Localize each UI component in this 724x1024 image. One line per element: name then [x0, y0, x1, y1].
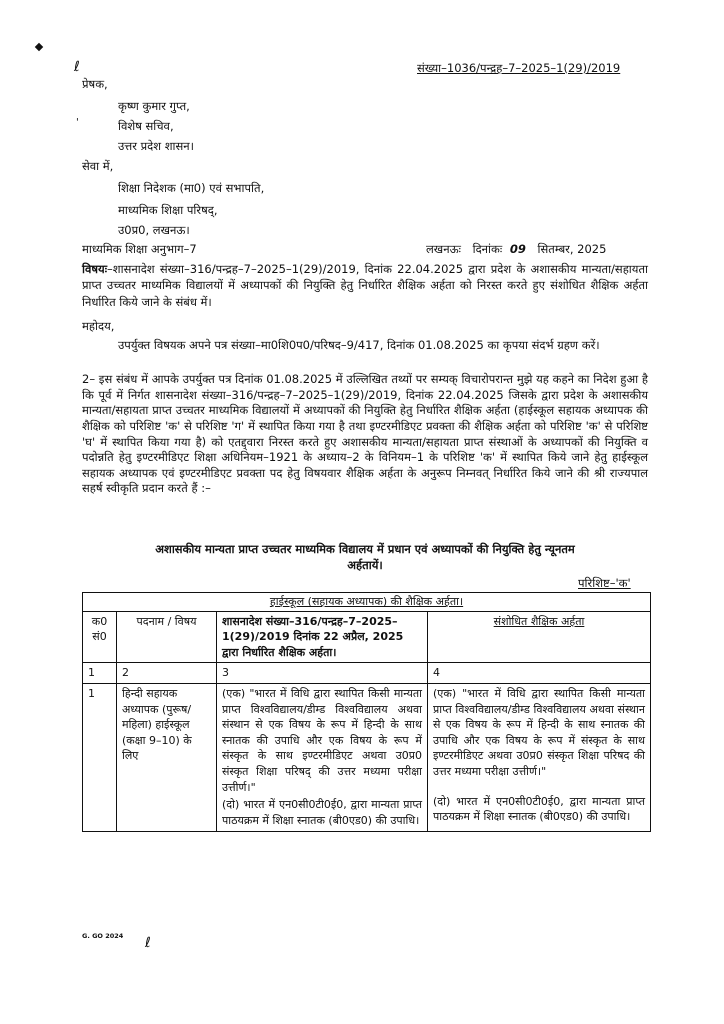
date-line — [426, 241, 606, 257]
date-month-year: सितम्बर, 2025 — [537, 242, 607, 256]
table-number-row — [83, 663, 651, 684]
date-label: दिनांकः — [472, 242, 503, 256]
row-old-qualification — [217, 684, 428, 831]
section-name: माध्यमिक शिक्षा अनुभाग–7 — [82, 242, 197, 256]
row-new-qualification — [428, 684, 651, 831]
header-new-qualification-text: संशोधित शैक्षिक अर्हता — [493, 614, 585, 628]
header-sno: क0 सं0 — [83, 611, 117, 663]
new-qualification-2: (दो) भारत में एन0सी0टी0ई0, द्वारा मान्यता प्राप्त पाठयक्रम में शिक्षा स्नातक (बी0एड0) की उपाधि। — [433, 794, 646, 824]
header-old-qualification: शासनादेश संख्या–316/पन्द्रह–7–2025–1(29)/2019 दिनांक 22 अप्रैल, 2025 द्वारा निर्धारित शैक्षिक अर्हता। — [217, 611, 428, 663]
reference-number: संख्या–1036/पन्द्रह–7–2025–1(29)/2019 — [417, 61, 621, 75]
footer-code: G. GO 2024 — [82, 932, 124, 940]
row-post: हिन्दी सहायक अध्यापक (पुरूष/महिला) हाईस्कूल (कक्षा 9–10) के लिए — [117, 684, 217, 831]
col-number: 1 — [83, 663, 117, 684]
salutation: महोदय, — [82, 319, 115, 333]
old-qualification-2: (दो) भारत में एन0सी0टी0ई0, द्वारा मान्यता प्राप्त पाठयक्रम में शिक्षा स्नातक (बी0एड0) की उपाधि। — [222, 798, 422, 827]
sender-label: प्रेषक, — [82, 77, 108, 91]
subject-text: –शासनादेश संख्या–316/पन्द्रह–7–2025–1(29)/2019, दिनांक 22.04.2025 द्वारा प्रदेश के अशासकीय मान्यता/सहायता प्राप्त उच्चतर माध्यमिक विद्यालयों में अध्यापकों की नियुक्ति हेतु निर्धारित शैक्षिक अर्हता को निरस्त करते हुए संशोधित शैक्षिक अर्हता निर्धारित किये जाने के संबंध में। — [82, 262, 648, 309]
date-day: 09 — [509, 242, 526, 256]
row-sno: 1 — [83, 684, 117, 831]
recipient-line2: माध्यमिक शिक्षा परिषद्, — [118, 203, 218, 217]
paragraph-2: 2– इस संबंध में आपके उपर्युक्त पत्र दिनांक 01.08.2025 में उल्लिखित तथ्यों पर सम्यक् विचारोपरान्त मुझे यह कहने का निदेश हुआ है कि पूर्व में निर्गत शासनादेश संख्या–316/पन्द्रह–7–2025–1(29)/2019, दिनांक 22.04.2025 जिसके द्वारा प्रदेश के अशासकीय मान्यता/सहायता प्राप्त उच्चतर माध्यमिक विद्यालयों में अध्यापकों की नियुक्ति हेतु निर्धारित शैक्षिक अर्हता (हाईस्कूल सहायक अध्यापक की शैक्षिक को परिशिष्ट 'क' से परिशिष्ट 'ग' में स्थापित किया गया है तथा इण्टरमीडिएट प्रवक्ता की शैक्षिक अर्हता को परिशिष्ट 'क' से परिशिष्ट 'घ' में स्थापित किया गया है) को एतद्द्वारा निरस्त करते हुए अशासकीय मान्यता/सहायता प्राप्त संस्थाओं के अध्यापकों की नियुक्ति व पदोन्नति हेतु इण्टरमीडिएट शिक्षा अधिनियम–1921 के अध्याय–2 के विनियम–1 के परिशिष्ट 'क' में स्थापित किये जाने हेतु हाईस्कूल सहायक अध्यापक एवं इण्टरमीडिएट प्रवक्ता पद हेतु विषयवार शैक्षिक अर्हता के अनुरूप निम्नवत् निर्धारित किये जाने की श्री राज्यपाल सहर्ष स्वीकृति प्रदान करते हैं :– — [82, 372, 648, 496]
col-number: 2 — [117, 663, 217, 684]
recipient-line1: शिक्षा निदेशक (मा0) एवं सभापति, — [118, 181, 265, 195]
col-number: 3 — [217, 663, 428, 684]
sender-designation: विशेष सचिव, — [118, 119, 174, 133]
pen-mark: ' — [76, 117, 79, 128]
recipient-label: सेवा में, — [82, 159, 114, 173]
scan-mark — [35, 43, 43, 51]
pen-mark: ℓ — [74, 59, 80, 75]
table-header-row — [83, 611, 651, 663]
table-row — [83, 684, 651, 831]
subject-label: विषयः — [82, 262, 108, 276]
old-qualification-1: (एक) "भारत में विधि द्वारा स्थापित किसी मान्यता प्राप्त विश्वविद्यालय/डीम्ड विश्वविद्यालय अथवा संस्थान से एक विषय के रूप में हिन्दी के साथ स्नातक की उपाधि और एक विषय के रूप में संस्कृत के साथ इण्टरमीडिएट अथवा उ0प्र0 संस्कृत शिक्षा परिषद् की उत्तर मध्यमा परीक्षा उत्तीर्ण।" — [222, 687, 422, 794]
heading-line2: अर्हतायें। — [347, 558, 383, 573]
header-new-qualification — [428, 611, 651, 663]
qualification-table — [82, 592, 651, 832]
paragraph-1: उपर्युक्त विषयक अपने पत्र संख्या–मा0शि0प0/परिषद–9/417, दिनांक 01.08.2025 का कृपया संदर्भ ग्रहण करें। — [118, 338, 600, 352]
place: लखनऊः — [426, 242, 461, 256]
sender-office: उत्तर प्रदेश शासन। — [118, 139, 195, 153]
recipient-line3: उ0प्र0, लखनऊ। — [118, 223, 190, 237]
subject — [82, 261, 648, 310]
header-post: पदनाम / विषय — [117, 611, 217, 663]
appointment-heading — [82, 541, 648, 573]
heading-line1: अशासकीय मान्यता प्राप्त उच्चतर माध्यमिक विद्यालय में प्रधान एवं अध्यापकों की नियुक्ति हेतु न्यूनतम — [155, 542, 575, 556]
table-title-row — [83, 593, 651, 612]
appendix-label: परिशिष्ट–'क' — [578, 576, 631, 590]
col-number: 4 — [428, 663, 651, 684]
table-title: हाईस्कूल (सहायक अध्यापक) की शैक्षिक अर्हता। — [269, 595, 464, 608]
sender-name: कृष्ण कुमार गुप्त, — [118, 99, 190, 113]
new-qualification-1: (एक) "भारत में विधि द्वारा स्थापित किसी मान्यता प्राप्त विश्वविद्यालय/डीम्ड विश्वविद्यालय अथवा संस्थान से एक विषय के रूप में हिन्दी के साथ स्नातक की उपाधि और एक विषय के रूप में संस्कृत के साथ इण्टरमीडिएट अथवा उ0प्र0 संस्कृत शिक्षा परिषद की उत्तर मध्यमा परीक्षा उत्तीर्ण।" — [433, 687, 646, 779]
page-initial-mark: ℓ — [145, 935, 151, 951]
